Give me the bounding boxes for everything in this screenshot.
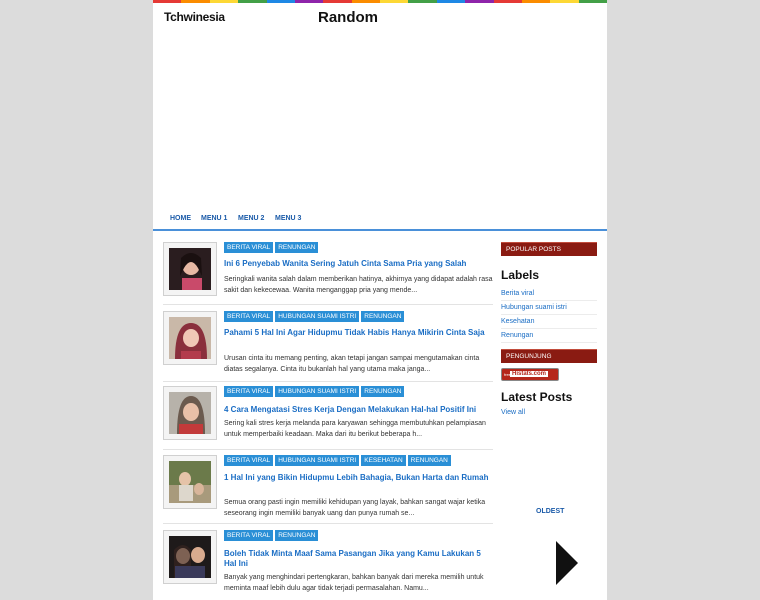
labels-heading: Labels xyxy=(501,268,540,282)
post-item xyxy=(163,530,493,600)
post-tags xyxy=(224,530,318,541)
color-strip-segment xyxy=(295,0,323,3)
top-color-strip xyxy=(153,0,607,3)
tag-link[interactable]: RENUNGAN xyxy=(408,455,451,466)
tag-link[interactable]: BERITA VIRAL xyxy=(224,242,273,253)
post-thumbnail[interactable] xyxy=(163,455,217,509)
page-container xyxy=(153,0,607,600)
post-image xyxy=(169,392,211,434)
counter-text: Histats.com xyxy=(512,371,547,377)
nav-home[interactable]: HOME xyxy=(170,215,191,222)
color-strip-segment xyxy=(579,0,607,3)
tag-link[interactable]: BERITA VIRAL xyxy=(224,311,273,322)
post-tags xyxy=(224,242,318,253)
next-arrow-icon[interactable] xyxy=(556,541,578,585)
view-all-link[interactable]: View all xyxy=(501,409,525,416)
histats-counter[interactable] xyxy=(501,368,559,381)
color-strip-segment xyxy=(465,0,493,3)
post-image xyxy=(169,461,211,503)
color-strip-segment xyxy=(323,0,351,3)
label-link[interactable]: Berita viral xyxy=(501,287,597,301)
tag-link[interactable]: RENUNGAN xyxy=(275,242,318,253)
tag-link[interactable]: HUBUNGAN SUAMI ISTRI xyxy=(275,311,359,322)
post-title[interactable]: 4 Cara Mengatasi Stres Kerja Dengan Melakukan Hal-hal Positif Ini xyxy=(224,405,477,414)
post-image xyxy=(169,248,211,290)
color-strip-segment xyxy=(494,0,522,3)
post-item xyxy=(163,386,493,450)
post-item xyxy=(163,242,493,305)
color-strip-segment xyxy=(352,0,380,3)
tag-link[interactable]: RENUNGAN xyxy=(361,386,404,397)
post-thumbnail[interactable] xyxy=(163,311,217,365)
post-tags xyxy=(224,455,451,466)
main-nav xyxy=(153,211,607,231)
color-strip-segment xyxy=(238,0,266,3)
post-excerpt: Banyak yang menghindari pertengkaran, bahkan banyak dari mereka memilih untuk meminta maaf lebih dulu agar tidak terjadi permasalahan. Namu... xyxy=(224,574,484,592)
post-excerpt: Seringkali wanita salah dalam memberikan hatinya, akhirnya yang didapat adalah rasa sakit dan kekecewaa. Wanita menganggap pria yang mende... xyxy=(224,276,493,294)
color-strip-segment xyxy=(153,0,181,3)
visitors-heading: PENGUNJUNG xyxy=(501,349,597,363)
post-tags xyxy=(224,386,404,397)
label-link[interactable]: Kesehatan xyxy=(501,315,597,329)
post-excerpt: Semua orang pasti ingin memiliki kehidupan yang layak, bahkan sangat wajar ketika seseorang ingin memiliki banyak uang dan punya rumah se... xyxy=(224,499,486,517)
site-title[interactable]: Tchwinesia xyxy=(164,10,225,24)
post-thumbnail[interactable] xyxy=(163,242,217,296)
post-title[interactable]: Pahami 5 Hal Ini Agar Hidupmu Tidak Habis Hanya Mikirin Cinta Saja xyxy=(224,328,485,337)
color-strip-segment xyxy=(267,0,295,3)
label-link[interactable]: Renungan xyxy=(501,329,597,343)
popular-posts-heading: POPULAR POSTS xyxy=(501,242,597,256)
latest-posts-heading: Latest Posts xyxy=(501,390,573,404)
tag-link[interactable]: BERITA VIRAL xyxy=(224,530,273,541)
color-strip-segment xyxy=(550,0,578,3)
site-subtitle: Random xyxy=(318,9,378,26)
label-link[interactable]: Hubungan suami istri xyxy=(501,301,597,315)
post-image xyxy=(169,317,211,359)
counter-prefix: free xyxy=(504,372,511,377)
post-image xyxy=(169,536,211,578)
sidebar xyxy=(501,242,597,419)
post-item xyxy=(163,455,493,524)
color-strip-segment xyxy=(380,0,408,3)
tag-link[interactable]: BERITA VIRAL xyxy=(224,455,273,466)
nav-menu-2[interactable]: MENU 2 xyxy=(238,215,265,222)
labels-list xyxy=(501,287,597,343)
color-strip-segment xyxy=(522,0,550,3)
tag-link[interactable]: RENUNGAN xyxy=(361,311,404,322)
color-strip-segment xyxy=(437,0,465,3)
post-item xyxy=(163,311,493,382)
tag-link[interactable]: KESEHATAN xyxy=(361,455,405,466)
post-tags xyxy=(224,311,404,322)
nav-menu-3[interactable]: MENU 3 xyxy=(275,215,302,222)
tag-link[interactable]: BERITA VIRAL xyxy=(224,386,273,397)
post-title[interactable]: 1 Hal Ini yang Bikin Hidupmu Lebih Bahagia, Bukan Harta dan Rumah xyxy=(224,473,489,482)
post-title[interactable]: Boleh Tidak Minta Maaf Sama Pasangan Jika yang Kamu Lakukan 5 Hal Ini xyxy=(224,549,481,568)
post-excerpt: Sering kali stres kerja melanda para karyawan sehingga membutuhkan pelampiasan untuk memperbaiki keadaan. Maka dari itu berikut beberapa h... xyxy=(224,420,486,438)
post-title[interactable]: Ini 6 Penyebab Wanita Sering Jatuh Cinta Sama Pria yang Salah xyxy=(224,259,467,268)
color-strip-segment xyxy=(210,0,238,3)
tag-link[interactable]: HUBUNGAN SUAMI ISTRI xyxy=(275,386,359,397)
post-thumbnail[interactable] xyxy=(163,386,217,440)
nav-menu-1[interactable]: MENU 1 xyxy=(201,215,228,222)
tag-link[interactable]: RENUNGAN xyxy=(275,530,318,541)
oldest-posts-link[interactable]: OLDEST xyxy=(536,508,565,515)
post-excerpt: Urusan cinta itu memang penting, akan tetapi jangan sampai mengutamakan cinta diatas segalanya. Cinta itu bukanlah hal yang utama maka janga... xyxy=(224,355,480,373)
tag-link[interactable]: HUBUNGAN SUAMI ISTRI xyxy=(275,455,359,466)
color-strip-segment xyxy=(408,0,436,3)
post-thumbnail[interactable] xyxy=(163,530,217,584)
color-strip-segment xyxy=(181,0,209,3)
